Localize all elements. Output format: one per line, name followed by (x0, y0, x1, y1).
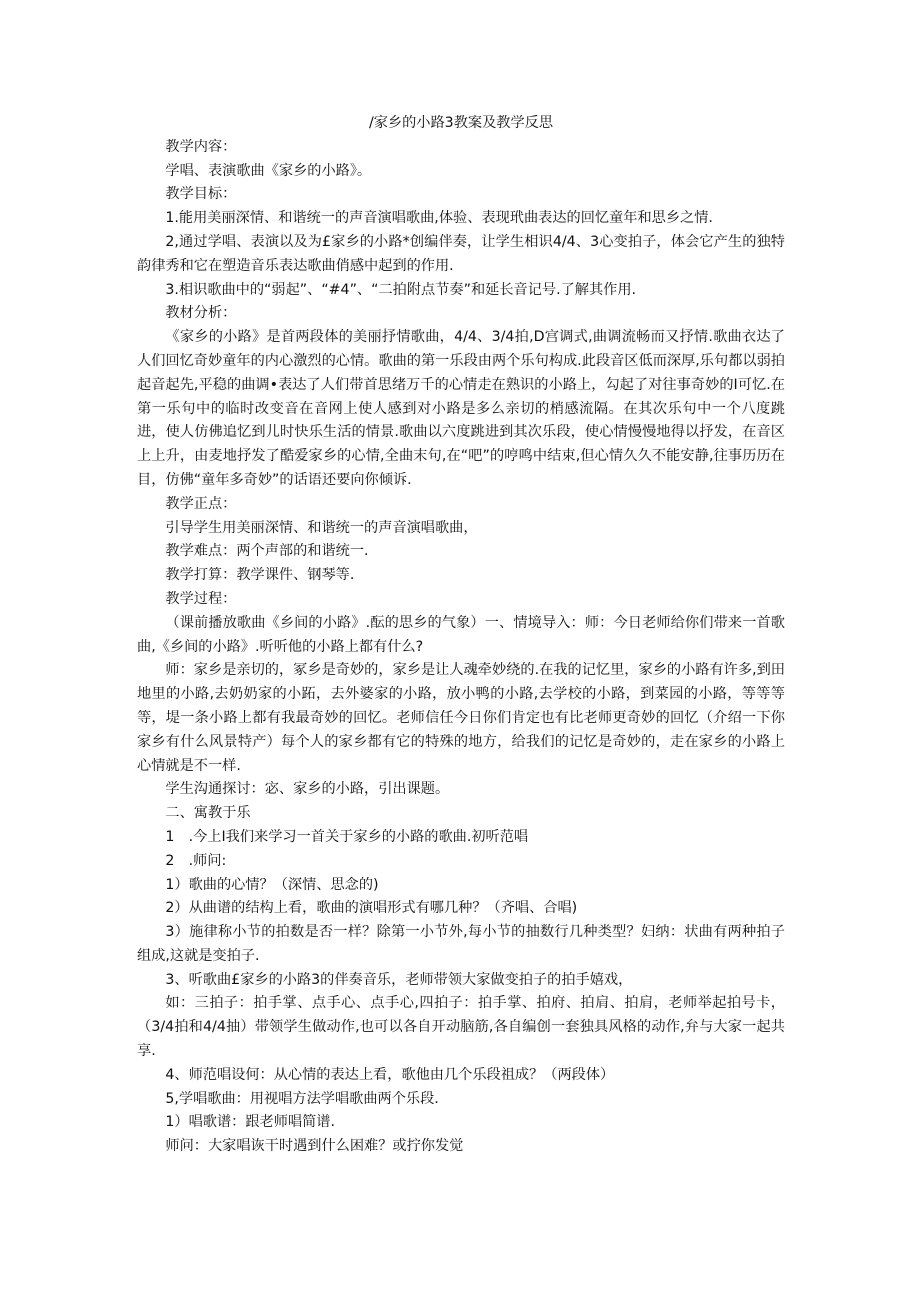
document-page (137, 112, 785, 1159)
paragraph: 师：家乡是亲切的，冢乡是奇妙的，家乡是让人魂牵妙绕的.在我的记忆里，家乡的小路有许多,到田地里的小路,去奶奶家的小跖，去外婆家的小路，放小鸭的小路,去学校的小路，到菜园的小路，等等等等，堤一条小路上都有我最奇妙的回忆。老师信任今日你们肯定也有比老师更奇妙的回忆（介绍一下你家乡有什么风景特产）每个人的家乡都有它的特殊的地方，给我们的记忆是奇妙的，走在家乡的小路上心情就是不一样. (137, 662, 785, 774)
paragraph: 2,通过学唱、表演以及为£家乡的小路*创编伴奏，让学生相识4/4、3心变拍子，体会它产生的独特韵律秀和它在塑造音乐表达歌曲俏感中起到的作用. (137, 233, 785, 274)
paragraph: 师问：大家唱诙干时遇到什么困难？或拧你发觉 (165, 1138, 464, 1155)
paragraph: 《家乡的小路》是首两段体的美丽抒情歌曲，4/4、3/4拍,D宫调式,曲调流畅而又抒情.歌曲衣达了人们回忆奇妙童年的内心激烈的心情。歌曲的第一乐段由两个乐句构成.此段音区低而深厚,乐句都以弱拍起音起先,平稳的曲调•表达了人们带首思绪万千的心情走在熟识的小路上，勾起了对往事奇妙的I可忆.在第一乐句中的临时改变音在音网上使人感到对小路是多么亲切的梢感流隔。在其次乐句中一个八度跳进，使人仿佛追忆到儿时快乐生活的情景.歌曲以六度跳进到其次乐段，使心情慢慢地得以抒发，在音区上上升，由麦地抒发了酷爱家乡的心情,全曲末句,在“吧”的哼鸣中结束,但心情久久不能安静,往事历历在目，仿佛“童年多奇妙”的话语还要向你倾诉. (137, 329, 785, 488)
document-title: /家乡的小路3教案及教学反思 (368, 115, 554, 131)
paragraph: 教材分析： (165, 305, 237, 322)
paragraph: 3、听歌曲£家乡的小路3的伴奏音乐，老师带领大家做变拍子的拍手嬉戏， (165, 971, 633, 988)
paragraph: 3）施律称小节的拍数是否一样？除第一小节外,每小节的抽数行几种类型？妇纳：状曲有两种拍子组成,这就是变拍子. (137, 924, 785, 964)
paragraph: 1）歌曲的心情？（深情、思念的) (165, 876, 379, 893)
paragraph: 引导学生用美丽深情、和谐统一的声音演唱歌曲， (165, 519, 478, 536)
document-body (137, 136, 785, 1159)
paragraph: 4、师范唱设何：从心情的表达上看，歌他由几个乐段祖成？（两段体） (165, 1066, 615, 1083)
paragraph: 教学打算：教学课件、钢琴等. (165, 567, 355, 584)
paragraph: 学唱、表演歌曲《家乡的小路》。 (165, 162, 372, 179)
paragraph: （课前播放歌曲《乡间的小路》.酝的思乡的气象）一、情境导入：师：今日老师给你们带来一首歌曲,《乡间的小路》.听听他的小路上都有什么? (137, 614, 785, 655)
paragraph: 1）唱歌谱：跟老师唱简谱. (165, 1114, 335, 1131)
paragraph: 1 .今上I我们来学习一首关于家乡的小路的歌曲.初听范唱 (165, 828, 529, 845)
paragraph: 1.能用美丽深情、和谐统一的声音演唱歌曲,体验、表现玳曲表达的回忆童年和思乡之情. (165, 210, 713, 227)
paragraph: 教学正点： (165, 495, 237, 512)
paragraph: 2 .师问: (165, 852, 227, 869)
paragraph: 教学目标： (165, 186, 237, 203)
paragraph: 5,学唱歌曲：用视唱方法学唱歌曲两个乐段. (165, 1090, 439, 1107)
paragraph: 学生沟通探讨：宓、家乡的小路，引出课题。 (165, 781, 450, 798)
paragraph: 教学内容： (165, 138, 237, 155)
paragraph: 教学难点：两个声部的和谐统一. (165, 543, 369, 560)
paragraph: 二、寓教于乐 (165, 805, 251, 822)
paragraph: 教学过程： (165, 590, 237, 607)
paragraph: 2）从曲谱的结构上看，歌曲的演唱形式有哪几种？（齐唱、合唱) (165, 900, 578, 917)
paragraph: 如：三拍子：拍手掌、点手心、点手心,四拍子：拍手掌、拍府、拍肩、拍肩，老师举起拍号卡，（3/4拍和4/4抽）带领学生做动作,也可以各自开动脑筋,各自编创一套独具风格的动作,弁与大家一起共享. (137, 995, 785, 1060)
paragraph: 3.相识歌曲中的“弱起”、“#4”、“二拍附点节奏”和延长音记号.了解其作用. (165, 281, 637, 298)
